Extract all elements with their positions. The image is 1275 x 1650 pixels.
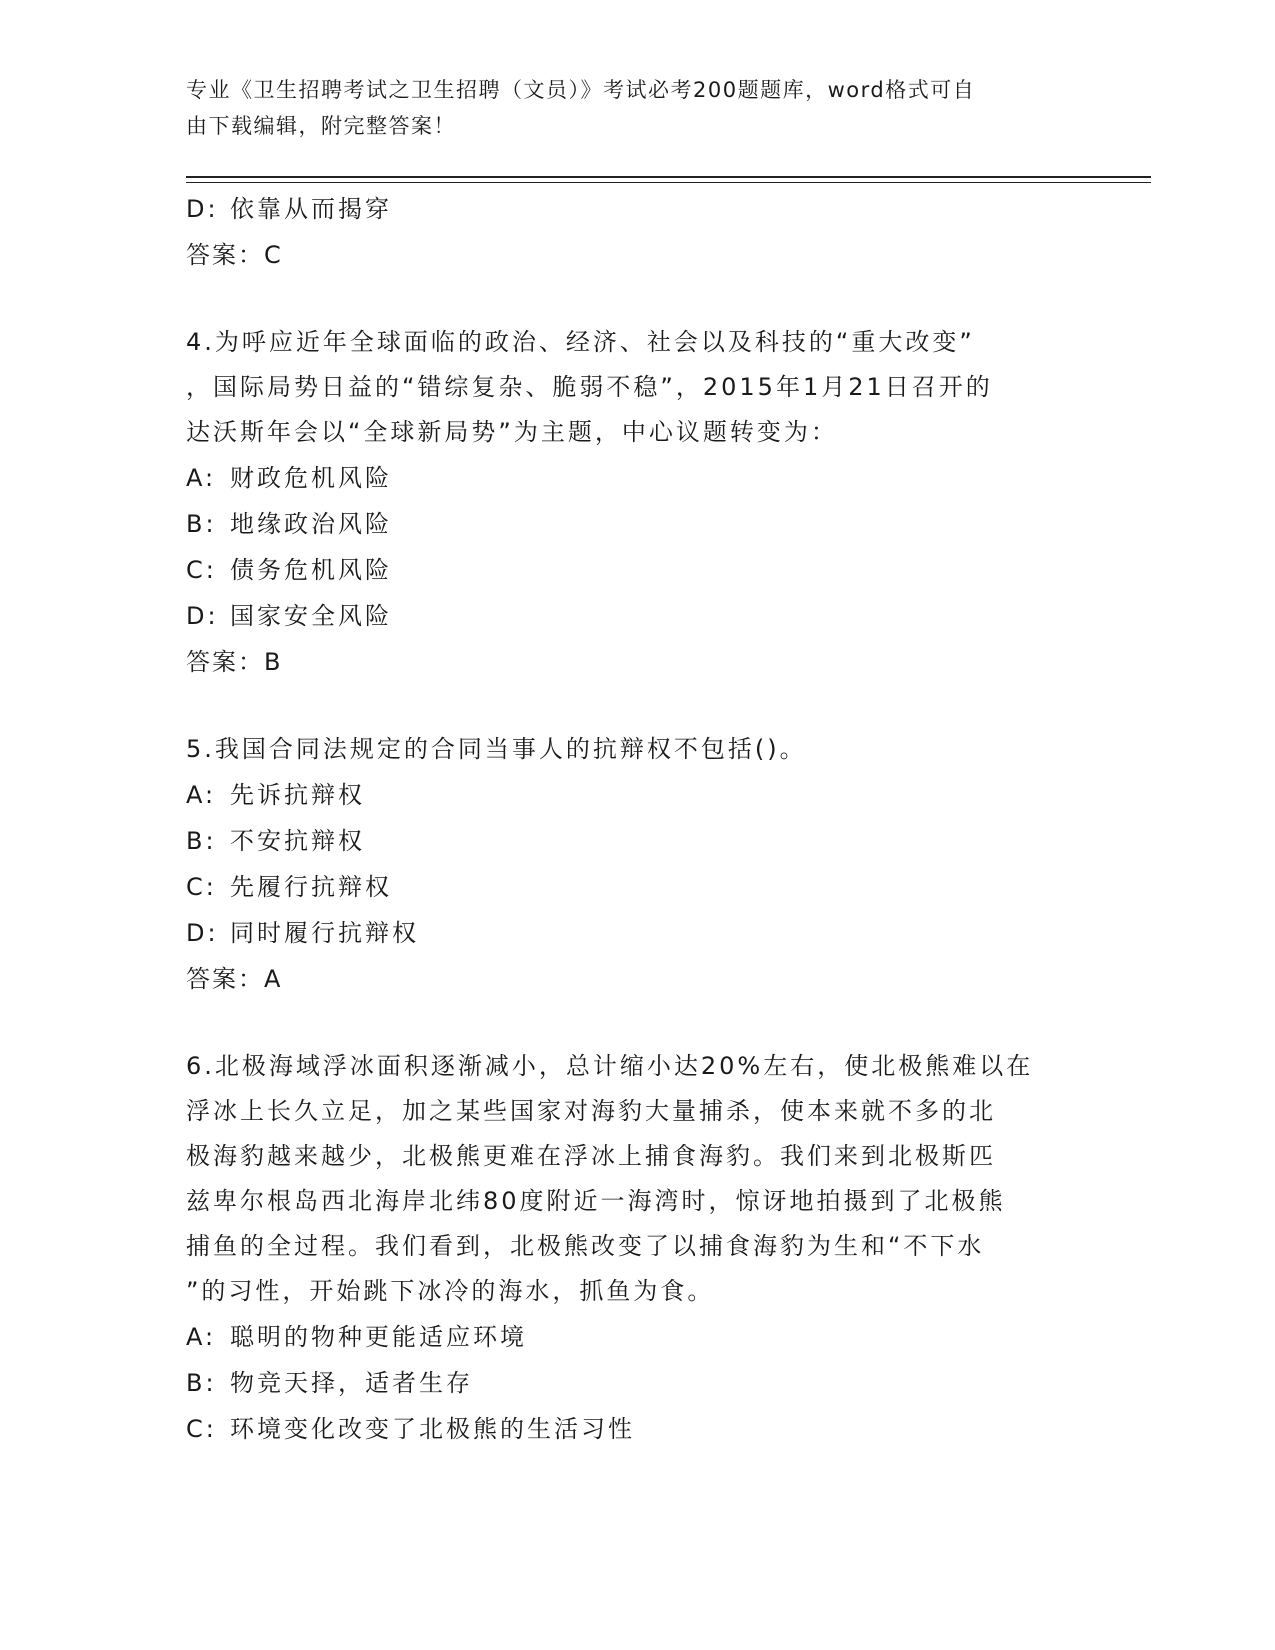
option-text: 同时履行抗辩权 [230, 919, 419, 947]
question-stem-line: 兹卑尔根岛西北海岸北纬80度附近一海湾时，惊讶地拍摄到了北极熊 [186, 1187, 1006, 1215]
option-letter: D: [186, 602, 219, 630]
option-text: 不安抗辩权 [230, 827, 365, 855]
header-rule-thin [186, 182, 1151, 183]
option-letter: C: [186, 873, 217, 901]
option-d [186, 593, 1086, 639]
question-6 [186, 1044, 1086, 1452]
option-a [186, 772, 1086, 818]
question-5 [186, 727, 1086, 1002]
option-text: 地缘政治风险 [230, 510, 392, 538]
option-d [186, 186, 1086, 232]
option-letter: B: [186, 510, 217, 538]
option-text: 债务危机风险 [230, 556, 392, 584]
document-header [186, 72, 1066, 144]
header-line-2: 由下载编辑，附完整答案！ [186, 114, 456, 138]
option-letter: C: [186, 556, 217, 584]
option-letter: A: [186, 1323, 217, 1351]
option-a [186, 455, 1086, 501]
answer-q5: 答案：A [186, 965, 283, 993]
option-letter: B: [186, 827, 217, 855]
option-letter: A: [186, 781, 217, 809]
question-4 [186, 320, 1086, 685]
option-text: 国家安全风险 [230, 602, 392, 630]
option-letter: D: [186, 919, 219, 947]
option-letter: B: [186, 1369, 217, 1397]
option-text: 聪明的物种更能适应环境 [230, 1323, 527, 1351]
question-stem-line: 5.我国合同法规定的合同当事人的抗辩权不包括()。 [186, 735, 807, 763]
question-stem-line: 极海豹越来越少，北极熊更难在浮冰上捕食海豹。我们来到北极斯匹 [186, 1142, 996, 1170]
document-body [186, 186, 1086, 1452]
option-text: 物竞天择，适者生存 [230, 1369, 473, 1397]
header-line-1: 专业《卫生招聘考试之卫生招聘（文员）》考试必考200题题库，word格式可自 [186, 78, 976, 102]
question-stem-line: 浮冰上长久立足，加之某些国家对海豹大量捕杀，使本来就不多的北 [186, 1097, 996, 1125]
option-c [186, 1406, 1086, 1452]
answer-q3: 答案：C [186, 241, 283, 269]
option-text: 先诉抗辩权 [230, 781, 365, 809]
option-text: 财政危机风险 [230, 464, 392, 492]
option-text: 先履行抗辩权 [230, 873, 392, 901]
question-stem-line: 4.为呼应近年全球面临的政治、经济、社会以及科技的“重大改变” [186, 328, 975, 356]
option-a [186, 1314, 1086, 1360]
question-stem-line: ”的习性，开始跳下冰冷的海水，抓鱼为食。 [186, 1277, 715, 1305]
option-b [186, 818, 1086, 864]
option-b [186, 501, 1086, 547]
header-rule-thick [186, 176, 1151, 178]
option-text: 环境变化改变了北极熊的生活习性 [230, 1415, 635, 1443]
option-text: 依靠从而揭穿 [230, 195, 392, 223]
option-c [186, 547, 1086, 593]
answer-q4: 答案：B [186, 648, 283, 676]
question-stem-line: 捕鱼的全过程。我们看到，北极熊改变了以捕食海豹为生和“不下水 [186, 1232, 985, 1260]
option-letter: D: [186, 195, 219, 223]
question-stem-line: 达沃斯年会以“全球新局势”为主题，中心议题转变为： [186, 418, 838, 446]
option-d [186, 910, 1086, 956]
question-stem-line: 6.北极海域浮冰面积逐渐减小，总计缩小达20%左右，使北极熊难以在 [186, 1052, 1034, 1080]
option-letter: A: [186, 464, 217, 492]
question-stem-line: ，国际局势日益的“错综复杂、脆弱不稳”，2015年1月21日召开的 [186, 373, 993, 401]
option-c [186, 864, 1086, 910]
option-letter: C: [186, 1415, 217, 1443]
option-b [186, 1360, 1086, 1406]
